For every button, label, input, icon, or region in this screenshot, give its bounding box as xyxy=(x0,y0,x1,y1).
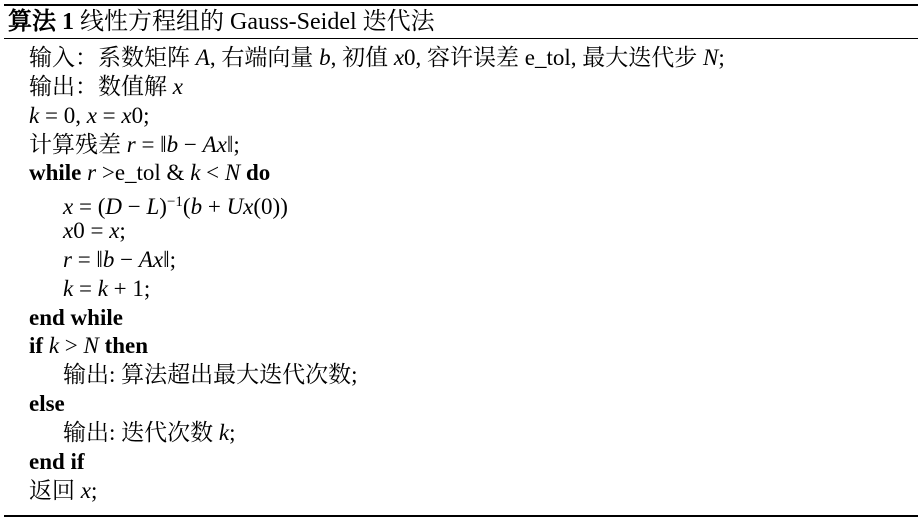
line-increment xyxy=(29,275,725,304)
text: ‖; xyxy=(226,131,240,157)
math: A xyxy=(195,45,210,70)
math: N xyxy=(83,333,99,359)
algorithm-number: 算法 1 xyxy=(8,9,74,35)
text: 输出: 算法超出最大迭代次数; xyxy=(63,362,358,388)
line-while xyxy=(29,159,725,188)
math: x xyxy=(393,45,405,70)
text: + 1; xyxy=(107,275,151,301)
text: 0; xyxy=(131,102,150,128)
math: D xyxy=(105,194,122,220)
math: k xyxy=(29,102,40,128)
line-input xyxy=(29,44,725,73)
text: 输出：数值解 xyxy=(29,73,173,99)
math: b xyxy=(190,194,203,220)
math: k xyxy=(190,160,201,186)
text: , 初值 xyxy=(330,45,394,70)
keyword-if: if xyxy=(29,333,44,359)
text: 0, 容许误差 e_tol, 最大迭代步 xyxy=(404,45,704,70)
text: = xyxy=(73,275,98,301)
text: − xyxy=(178,131,203,157)
math: b xyxy=(166,131,179,157)
line-residual xyxy=(29,131,725,160)
text: > xyxy=(59,333,84,359)
text: (0)) xyxy=(253,194,288,220)
text: ) xyxy=(159,194,167,220)
keyword-do: do xyxy=(246,160,271,186)
line-assign-x0 xyxy=(29,217,725,246)
math: x xyxy=(109,218,120,244)
text: = ‖ xyxy=(135,131,167,157)
text: 0 = xyxy=(73,218,110,244)
line-if xyxy=(29,332,725,361)
line-exceed xyxy=(29,361,725,390)
keyword-then: then xyxy=(104,333,149,359)
line-output-decl xyxy=(29,73,725,102)
text: 返回 xyxy=(29,477,81,503)
math: x xyxy=(121,102,132,128)
text: < xyxy=(200,160,225,186)
math: k xyxy=(48,333,60,359)
math: x xyxy=(86,102,97,128)
text: ; xyxy=(119,218,126,244)
text: 计算残差 xyxy=(29,131,127,157)
math: r xyxy=(63,246,72,272)
text: >e_tol & xyxy=(96,160,191,186)
line-return xyxy=(29,477,725,506)
text: − xyxy=(114,246,139,272)
math: x xyxy=(63,194,74,220)
math: x xyxy=(63,218,74,244)
text: = 0, xyxy=(39,102,87,128)
math: k xyxy=(63,275,74,301)
math: b xyxy=(102,246,115,272)
text: ; xyxy=(90,477,98,503)
text: ; xyxy=(718,45,725,70)
text: − xyxy=(121,194,147,220)
math: N xyxy=(703,45,719,70)
text: = ‖ xyxy=(71,246,103,272)
math: Ax xyxy=(202,131,227,157)
text: ‖; xyxy=(163,246,176,272)
keyword-end-while: end while xyxy=(29,304,123,330)
keyword-end-if: end if xyxy=(29,448,85,474)
math: Ux xyxy=(226,194,254,220)
math: L xyxy=(146,194,160,220)
keyword-else: else xyxy=(29,391,65,417)
top-rule xyxy=(4,4,918,6)
algorithm-title xyxy=(8,7,435,37)
text: ; xyxy=(229,419,236,445)
line-update-x xyxy=(29,188,725,220)
math: N xyxy=(224,160,241,186)
math: k xyxy=(97,275,108,301)
text: = ( xyxy=(73,194,106,220)
text: ( xyxy=(182,194,191,220)
text: 输出: 迭代次数 xyxy=(63,419,219,445)
math: r xyxy=(126,131,136,157)
superscript: −1 xyxy=(166,194,183,211)
line-update-r xyxy=(29,246,725,275)
line-end-while xyxy=(29,304,725,333)
bottom-rule xyxy=(4,515,918,517)
math: b xyxy=(319,45,331,70)
text: 输入：系数矩阵 xyxy=(29,45,196,70)
text: + xyxy=(202,194,227,220)
line-iterations xyxy=(29,419,725,448)
algorithm-body xyxy=(29,44,725,506)
line-end-if xyxy=(29,448,725,477)
math: r xyxy=(87,160,97,186)
math: x xyxy=(172,73,183,99)
math: k xyxy=(218,419,230,445)
line-else xyxy=(29,390,725,419)
algorithm-title-text: 线性方程组的 Gauss-Seidel 迭代法 xyxy=(80,9,435,35)
math: Ax xyxy=(138,246,164,272)
math: x xyxy=(80,477,91,503)
text: = xyxy=(96,102,122,128)
title-rule xyxy=(4,38,918,39)
text: , 右端向量 xyxy=(209,45,320,70)
line-init xyxy=(29,102,725,131)
keyword-while: while xyxy=(29,160,82,186)
